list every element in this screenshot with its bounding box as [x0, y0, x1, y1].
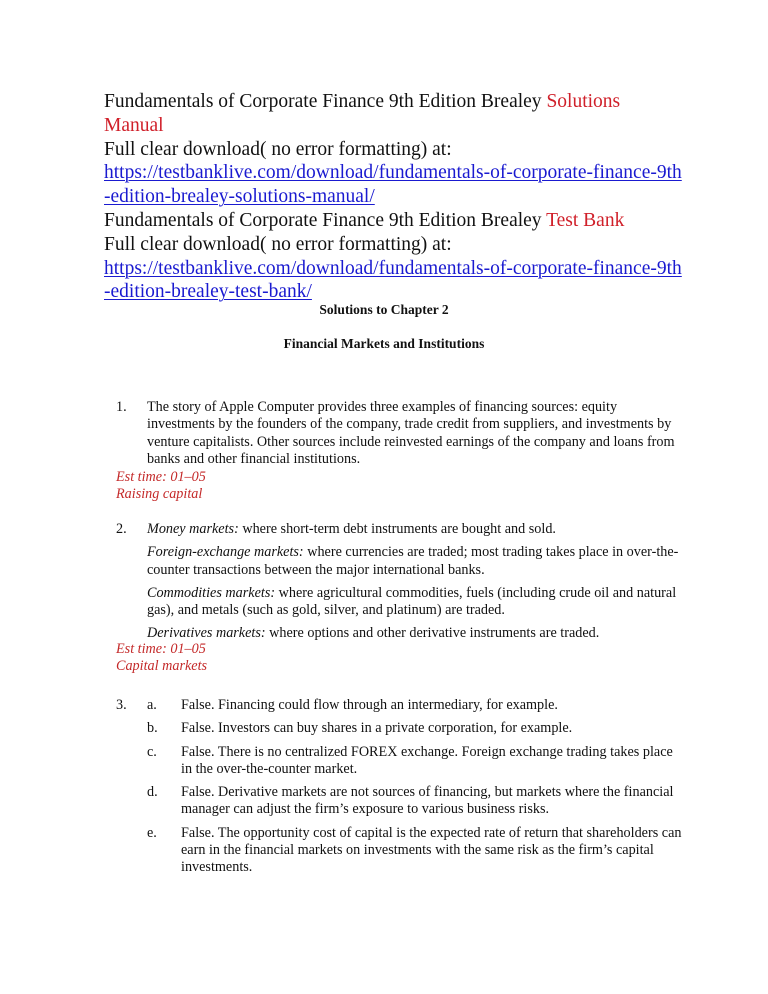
download-note-2: Full clear download( no error formatting) at:	[104, 233, 452, 255]
chapter-title: Solutions to Chapter 2	[319, 302, 449, 317]
download-note-1: Full clear download( no error formatting) at:	[104, 138, 452, 160]
est-time: Est time: 01–05	[116, 469, 206, 485]
question-2-notes	[116, 641, 207, 676]
market-definition: Foreign-exchange markets: where currencies are traded; most trading takes place in over-the-counter transactions between the major international banks.	[147, 544, 679, 578]
test-bank-link[interactable]: https://testbanklive.com/download/fundamentals-of-corporate-finance-9th-edition-brealey-test-bank/	[104, 257, 682, 303]
test-bank-label: Test Bank	[546, 209, 625, 231]
sub-answer-b: b. False. Investors can buy shares in a private corporation, for example.	[147, 720, 573, 737]
answer-text: The story of Apple Computer provides three examples of financing sources: equity investments by the founders of the company, trade credit from suppliers, and investments by venture capitalists. Other sources include reinvested earnings of the company and loans from banks and other financial institutions.	[147, 399, 675, 467]
download-header	[104, 90, 684, 304]
question-2	[116, 521, 686, 649]
sub-answer-c: c. False. There is no centralized FOREX exchange. Foreign exchange trading takes place in the over-the-counter market.	[147, 743, 673, 777]
solutions-manual-title: Fundamentals of Corporate Finance 9th Edition Brealey Solutions Manual	[104, 91, 621, 136]
sub-answer-e: e. False. The opportunity cost of capital is the expected rate of return that shareholders can earn in the financial markets on investments with the same risk as the firm’s capital investments.	[147, 824, 682, 876]
question-number: 2.	[116, 521, 127, 537]
market-definition: Commodities markets: where agricultural commodities, fuels (including crude oil and natural gas), and metals (such as gold, silver, and platinum) are traded.	[147, 584, 677, 619]
test-bank-title: Fundamentals of Corporate Finance 9th Edition Brealey Test Bank	[104, 209, 625, 231]
solutions-manual-label: Solutions Manual	[104, 91, 621, 136]
question-1-notes	[116, 469, 206, 504]
solutions-manual-link[interactable]: https://testbanklive.com/download/fundamentals-of-corporate-finance-9th-edition-brealey-solutions-manual/	[104, 162, 682, 208]
sub-answer-d: d. False. Derivative markets are not sources of financing, but markets where the financial manager can adjust the firm’s exposure to various business risks.	[147, 784, 674, 818]
topic: Raising capital	[116, 486, 203, 503]
market-definition: Derivatives markets: where options and other derivative instruments are traded.	[147, 625, 600, 642]
question-number: 3.	[116, 697, 127, 713]
question-number: 1.	[116, 399, 127, 415]
topic: Capital markets	[116, 658, 208, 675]
sub-answer-a: a. False. Financing could flow through an intermediary, for example.	[147, 697, 558, 713]
question-3	[116, 697, 686, 883]
chapter-subtitle: Financial Markets and Institutions	[283, 336, 485, 351]
est-time: Est time: 01–05	[116, 641, 206, 657]
question-1	[116, 399, 686, 468]
market-definition: Money markets: where short-term debt instruments are bought and sold.	[147, 521, 556, 537]
